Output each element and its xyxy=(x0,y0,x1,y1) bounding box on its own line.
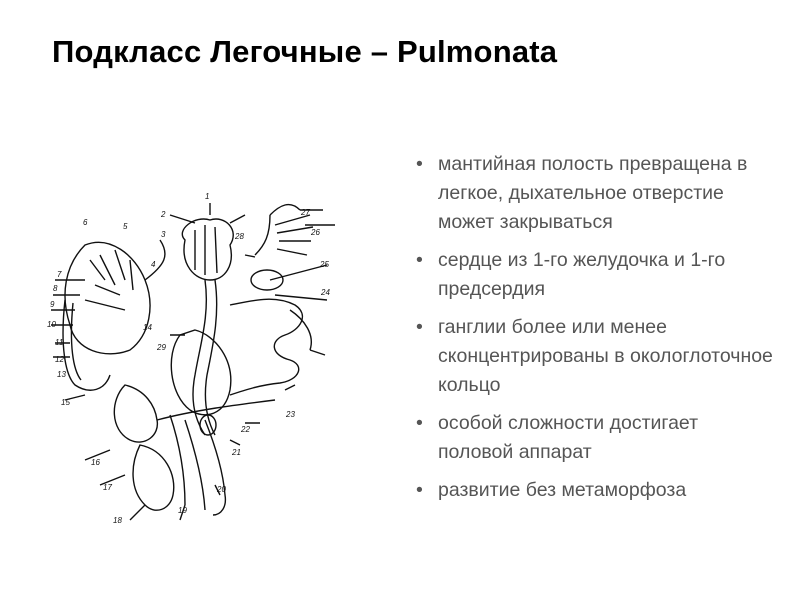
figure-label: 15 xyxy=(61,398,70,407)
figure-label: 22 xyxy=(241,425,250,434)
bullet-marker: • xyxy=(416,153,423,175)
figure-label: 12 xyxy=(55,355,64,364)
figure-label: 4 xyxy=(151,260,156,269)
figure-label: 24 xyxy=(321,288,330,297)
bullet-text: мантийная полость превращена в легкое, дыхательное отверстие может закрываться xyxy=(438,153,748,233)
figure-label: 3 xyxy=(161,230,166,239)
figure-label: 9 xyxy=(50,300,55,309)
figure-label: 23 xyxy=(286,410,295,419)
figure-label: 8 xyxy=(53,284,58,293)
figure-label: 17 xyxy=(103,483,112,492)
figure-label: 29 xyxy=(157,343,166,352)
figure-label: 25 xyxy=(320,260,329,269)
bullet-text: сердце из 1-го желудочка и 1-го предсердия xyxy=(438,249,726,300)
bullet-item xyxy=(414,476,774,505)
bullet-item xyxy=(414,313,774,400)
figure-label: 26 xyxy=(311,228,320,237)
bullet-item xyxy=(414,409,774,467)
bullet-text: ганглии более или менее сконцентрированы в окологлоточное кольцо xyxy=(438,316,773,396)
figure-label: 6 xyxy=(83,218,88,227)
figure-label: 18 xyxy=(113,516,122,525)
bullet-item xyxy=(414,246,774,304)
figure-label: 7 xyxy=(57,270,62,279)
figure-label: 20 xyxy=(217,485,226,494)
bullet-marker: • xyxy=(416,316,423,338)
figure-label: 27 xyxy=(301,208,310,217)
bullet-marker: • xyxy=(416,249,423,271)
bullet-list xyxy=(414,150,774,514)
bullet-marker: • xyxy=(416,479,423,501)
figure-label: 19 xyxy=(178,506,187,515)
figure-label: 5 xyxy=(123,222,128,231)
bullet-item xyxy=(414,150,774,237)
figure-label: 16 xyxy=(91,458,100,467)
bullet-text: особой сложности достигает половой аппарат xyxy=(438,412,699,463)
figure-label: 28 xyxy=(235,232,244,241)
figure-label: 14 xyxy=(143,323,152,332)
figure-label: 10 xyxy=(47,320,56,329)
figure-label: 1 xyxy=(205,192,210,201)
figure-label: 13 xyxy=(57,370,66,379)
bullet-text: развитие без метаморфоза xyxy=(438,479,687,501)
snail-anatomy-illustration xyxy=(45,185,345,530)
figure-label: 2 xyxy=(161,210,166,219)
bullet-marker: • xyxy=(416,412,423,434)
figure-label: 21 xyxy=(232,448,241,457)
figure-label: 11 xyxy=(55,338,64,347)
slide-title: Подкласс Легочные – Pulmonata xyxy=(52,34,558,69)
